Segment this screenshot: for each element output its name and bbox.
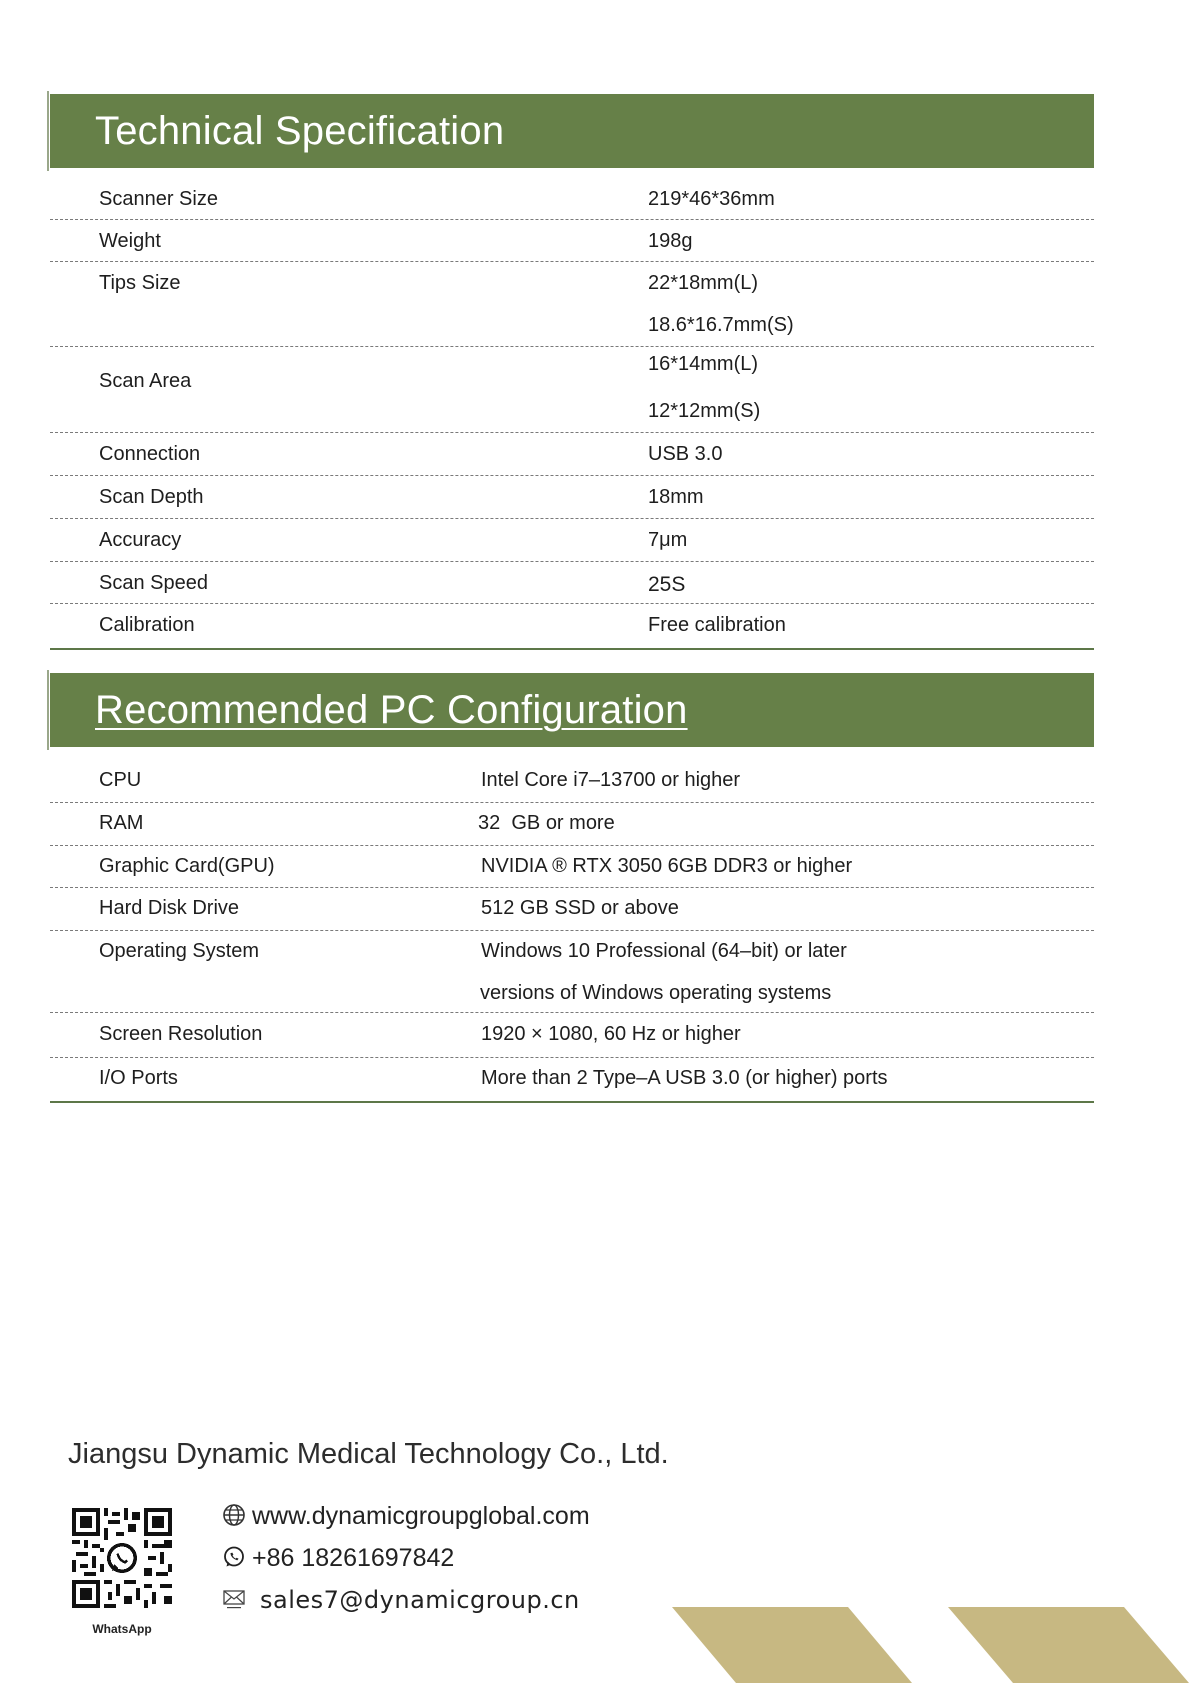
spec-value: 22*18mm(L) <box>648 272 759 294</box>
spec-label: Scanner Size <box>99 188 218 210</box>
config-label: RAM <box>99 812 144 834</box>
spec-value: 18.6*16.7mm(S) <box>648 314 794 336</box>
spec-label: Weight <box>99 230 161 252</box>
website-line[interactable] <box>222 1502 590 1531</box>
pc-config-table <box>50 760 1094 1100</box>
spec-label: Scan Depth <box>99 486 204 508</box>
spec-value: 18mm <box>648 486 704 508</box>
envelope-icon <box>222 1587 246 1611</box>
config-label: Graphic Card(GPU) <box>99 855 275 877</box>
tech-spec-title: Technical Specification <box>95 109 505 153</box>
table-row <box>50 1058 1094 1100</box>
spec-label: Connection <box>99 443 201 465</box>
config-value: NVIDIA ® RTX 3050 6GB DDR3 or higher <box>481 855 853 877</box>
config-value: versions of Windows operating systems <box>480 982 832 1004</box>
pc-config-banner <box>50 673 1094 747</box>
table-row <box>50 562 1094 604</box>
email-text[interactable]: sales7@dynamicgroup.cn <box>260 1586 580 1614</box>
table-row <box>50 178 1094 220</box>
table-row <box>50 604 1094 652</box>
spec-value: 16*14mm(L) <box>648 353 759 375</box>
email-line[interactable] <box>222 1586 580 1615</box>
table-row <box>50 347 1094 433</box>
spec-value: 7μm <box>648 529 688 551</box>
spec-label: Scan Speed <box>99 572 208 594</box>
whatsapp-qr-code <box>72 1508 172 1608</box>
table-row <box>50 846 1094 888</box>
spec-value: 25S <box>648 573 686 596</box>
spec-label: Calibration <box>99 614 195 636</box>
website-text[interactable]: www.dynamicgroupglobal.com <box>252 1502 590 1530</box>
tech-spec-bottom-rule <box>50 648 1094 650</box>
table-row <box>50 931 1094 1013</box>
config-value: 32 GB or more <box>478 812 615 834</box>
spec-value: Free calibration <box>648 614 786 636</box>
phone-line[interactable] <box>222 1544 454 1573</box>
spec-value: 12*12mm(S) <box>648 400 761 422</box>
table-row <box>50 476 1094 519</box>
spec-label: Tips Size <box>99 272 181 294</box>
config-label: I/O Ports <box>99 1067 178 1089</box>
config-value: 512 GB SSD or above <box>481 897 679 919</box>
table-row <box>50 519 1094 562</box>
table-row <box>50 220 1094 262</box>
table-row <box>50 262 1094 347</box>
tech-spec-table <box>50 178 1094 652</box>
company-name: Jiangsu Dynamic Medical Technology Co., Ltd. <box>68 1438 669 1470</box>
tech-spec-banner <box>50 94 1094 168</box>
table-row <box>50 760 1094 803</box>
config-value: More than 2 Type–A USB 3.0 (or higher) ports <box>481 1067 888 1089</box>
config-label: CPU <box>99 769 142 791</box>
config-label: Operating System <box>99 940 260 962</box>
globe-icon <box>222 1503 246 1527</box>
spec-label: Scan Area <box>99 370 192 392</box>
config-label: Screen Resolution <box>99 1023 263 1045</box>
config-value: 1920 × 1080, 60 Hz or higher <box>481 1023 741 1045</box>
phone-text[interactable]: +86 18261697842 <box>252 1544 455 1572</box>
spec-label: Accuracy <box>99 529 182 551</box>
whatsapp-icon <box>222 1545 246 1569</box>
pc-config-bottom-rule <box>50 1101 1094 1103</box>
spec-value: USB 3.0 <box>648 443 723 465</box>
table-row <box>50 888 1094 931</box>
config-value: Intel Core i7–13700 or higher <box>481 769 741 791</box>
table-row <box>50 433 1094 476</box>
config-label: Hard Disk Drive <box>99 897 240 919</box>
table-row <box>50 803 1094 846</box>
table-row <box>50 1013 1094 1058</box>
spec-value: 219*46*36mm <box>648 188 775 210</box>
pc-config-title: Recommended PC Configuration <box>95 688 688 732</box>
spec-value: 198g <box>648 230 693 252</box>
config-value: Windows 10 Professional (64–bit) or later <box>481 940 847 962</box>
qr-caption: WhatsApp <box>92 1622 152 1636</box>
